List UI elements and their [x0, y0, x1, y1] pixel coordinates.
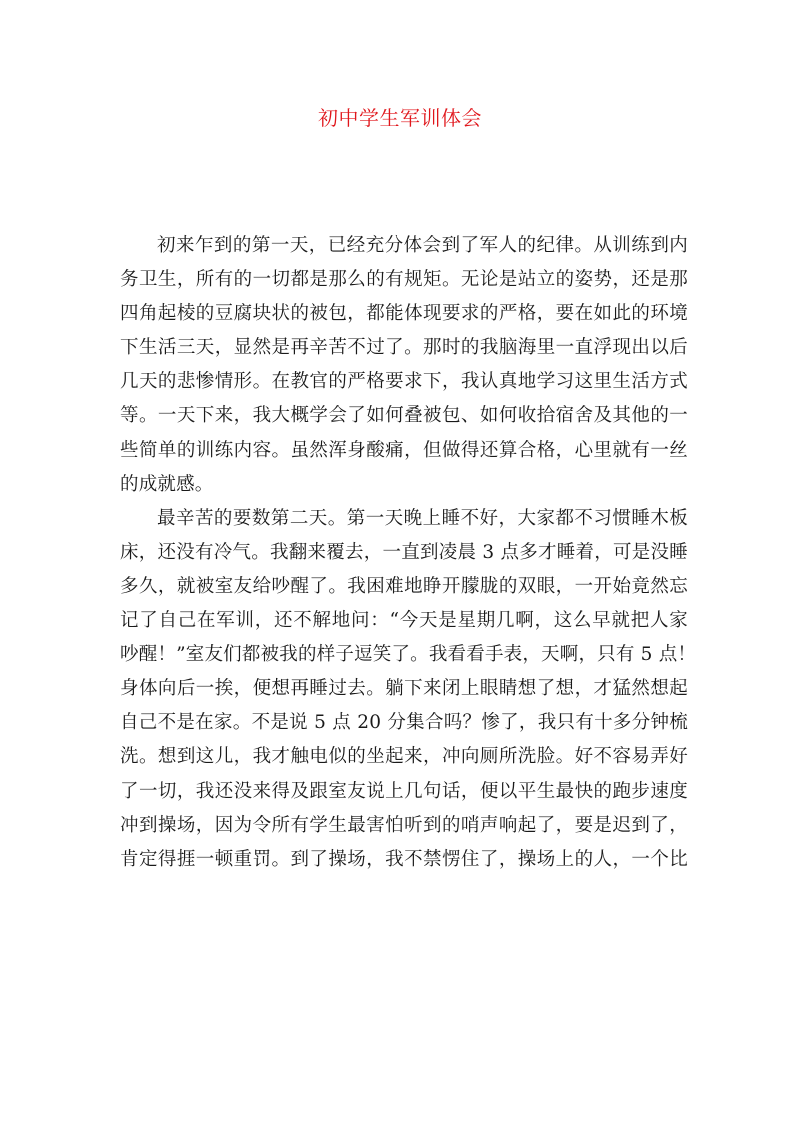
paragraph-line: 最辛苦的要数第二天。第一天晚上睡不好，大家都不习惯睡木板	[157, 507, 688, 529]
paragraph-2	[120, 502, 697, 877]
paragraph-1	[120, 229, 688, 502]
paragraph-line: 等。一天下来，我大概学会了如何叠被包、如何收拾宿舍及其他的一	[120, 405, 688, 427]
paragraph-line: 床，还没有冷气。我翻来覆去，一直到凌晨 3 点多才睡着，可是没睡	[120, 541, 688, 563]
document-body	[120, 229, 697, 877]
document-title: 初中学生军训体会	[318, 106, 482, 130]
paragraph-line: 四角起棱的豆腐块状的被包，都能体现要求的严格，要在如此的环境	[120, 303, 688, 325]
paragraph-line: 记了自己在军训，还不解地问：“今天是星期几啊，这么早就把人家	[120, 610, 688, 632]
paragraph-line: 的成就感。	[120, 473, 214, 495]
paragraph-line: 吵醒！”室友们都被我的样子逗笑了。我看看手表，天啊，只有 5 点！	[120, 644, 697, 666]
paragraph-line: 初来乍到的第一天，已经充分体会到了军人的纪律。从训练到内	[157, 235, 688, 256]
paragraph-line: 肯定得捱一顿重罚。到了操场，我不禁愣住了，操场上的人，一个比	[120, 848, 688, 870]
paragraph-line: 身体向后一挨，便想再睡过去。躺下来闭上眼睛想了想，才猛然想起	[120, 678, 688, 700]
paragraph-line: 了一切，我还没来得及跟室友说上几句话，便以平生最快的跑步速度	[120, 780, 688, 802]
paragraph-line: 洗。想到这儿，我才触电似的坐起来，冲向厕所洗脸。好不容易弄好	[120, 746, 688, 768]
paragraph-line: 自己不是在家。不是说 5 点 20 分集合吗？惨了，我只有十多分钟梳	[120, 712, 688, 734]
paragraph-line: 几天的悲惨情形。在教官的严格要求下，我认真地学习这里生活方式	[120, 371, 688, 393]
paragraph-line: 些简单的训练内容。虽然浑身酸痛，但做得还算合格，心里就有一丝	[120, 439, 688, 461]
paragraph-line: 务卫生，所有的一切都是那么的有规矩。无论是站立的姿势，还是那	[120, 269, 688, 291]
paragraph-line: 多久，就被室友给吵醒了。我困难地睁开朦胧的双眼，一开始竟然忘	[120, 575, 688, 597]
paragraph-line: 下生活三天，显然是再辛苦不过了。那时的我脑海里一直浮现出以后	[120, 337, 688, 359]
paragraph-line: 冲到操场，因为令所有学生最害怕听到的哨声响起了，要是迟到了，	[120, 814, 688, 836]
